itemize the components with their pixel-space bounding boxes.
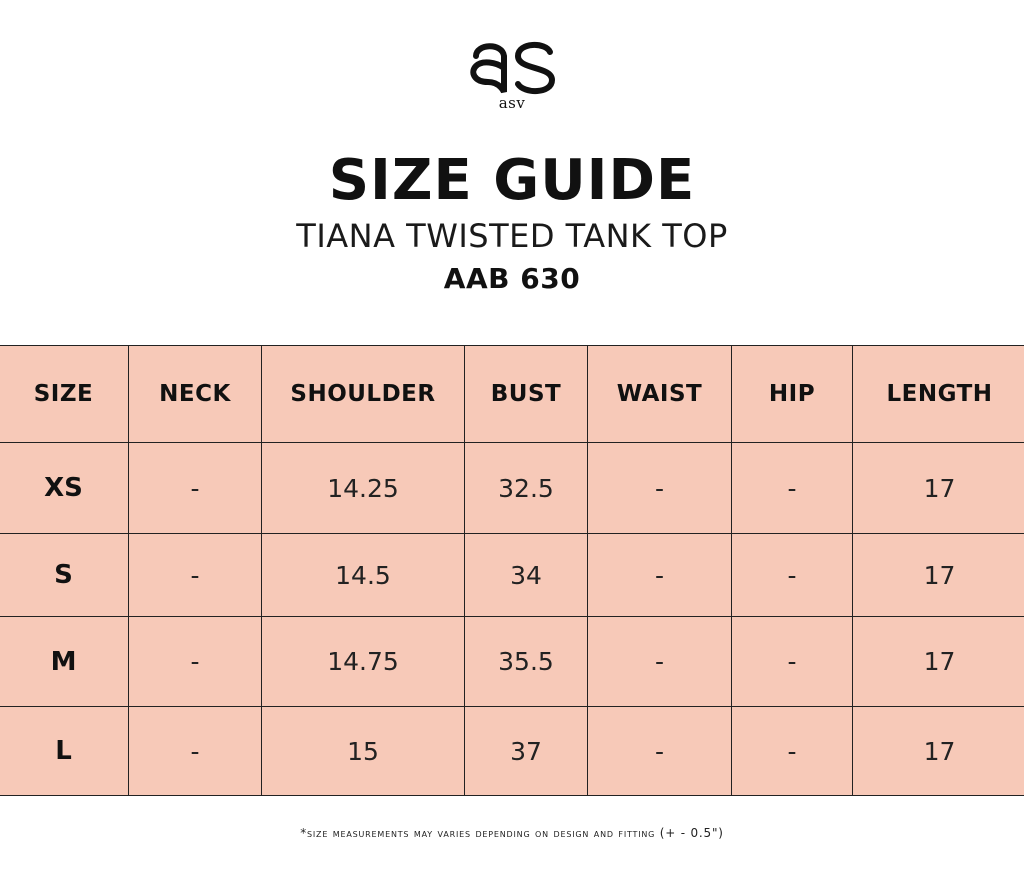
size-label: XS <box>0 443 129 534</box>
monogram-logo-icon <box>462 34 562 96</box>
table-row <box>0 534 1024 617</box>
waist-value: - <box>588 534 732 617</box>
size-label: L <box>0 707 129 796</box>
table-row <box>0 443 1024 534</box>
column-header-bust: BUST <box>465 346 588 443</box>
waist-value: - <box>588 443 732 534</box>
neck-value: - <box>129 617 262 707</box>
hip-value: - <box>732 707 853 796</box>
size-label: S <box>0 534 129 617</box>
bust-value: 37 <box>465 707 588 796</box>
table-header-row <box>0 346 1024 443</box>
hip-value: - <box>732 443 853 534</box>
neck-value: - <box>129 707 262 796</box>
length-value: 17 <box>853 443 1024 534</box>
size-label: M <box>0 617 129 707</box>
length-value: 17 <box>853 534 1024 617</box>
column-header-shoulder: SHOULDER <box>262 346 465 443</box>
hip-value: - <box>732 534 853 617</box>
column-header-neck: NECK <box>129 346 262 443</box>
shoulder-value: 14.75 <box>262 617 465 707</box>
shoulder-value: 14.5 <box>262 534 465 617</box>
length-value: 17 <box>853 617 1024 707</box>
brand-wordmark: asv <box>498 94 526 112</box>
waist-value: - <box>588 707 732 796</box>
column-header-waist: WAIST <box>588 346 732 443</box>
column-header-hip: HIP <box>732 346 853 443</box>
shoulder-value: 14.25 <box>262 443 465 534</box>
length-value: 17 <box>853 707 1024 796</box>
bust-value: 32.5 <box>465 443 588 534</box>
neck-value: - <box>129 534 262 617</box>
waist-value: - <box>588 617 732 707</box>
column-header-length: LENGTH <box>853 346 1024 443</box>
product-name: TIANA TWISTED TANK TOP <box>296 217 728 255</box>
table-row <box>0 617 1024 707</box>
bust-value: 35.5 <box>465 617 588 707</box>
table-row <box>0 707 1024 796</box>
neck-value: - <box>129 443 262 534</box>
hip-value: - <box>732 617 853 707</box>
brand-logo <box>462 34 562 118</box>
bust-value: 34 <box>465 534 588 617</box>
measurement-footnote: *size measurements may varies depending on design and fitting (+ - 0.5") <box>300 826 724 840</box>
column-header-size: SIZE <box>0 346 129 443</box>
page-title: SIZE GUIDE <box>328 148 696 213</box>
size-table <box>0 345 1024 796</box>
shoulder-value: 15 <box>262 707 465 796</box>
product-code: AAB 630 <box>443 262 581 295</box>
